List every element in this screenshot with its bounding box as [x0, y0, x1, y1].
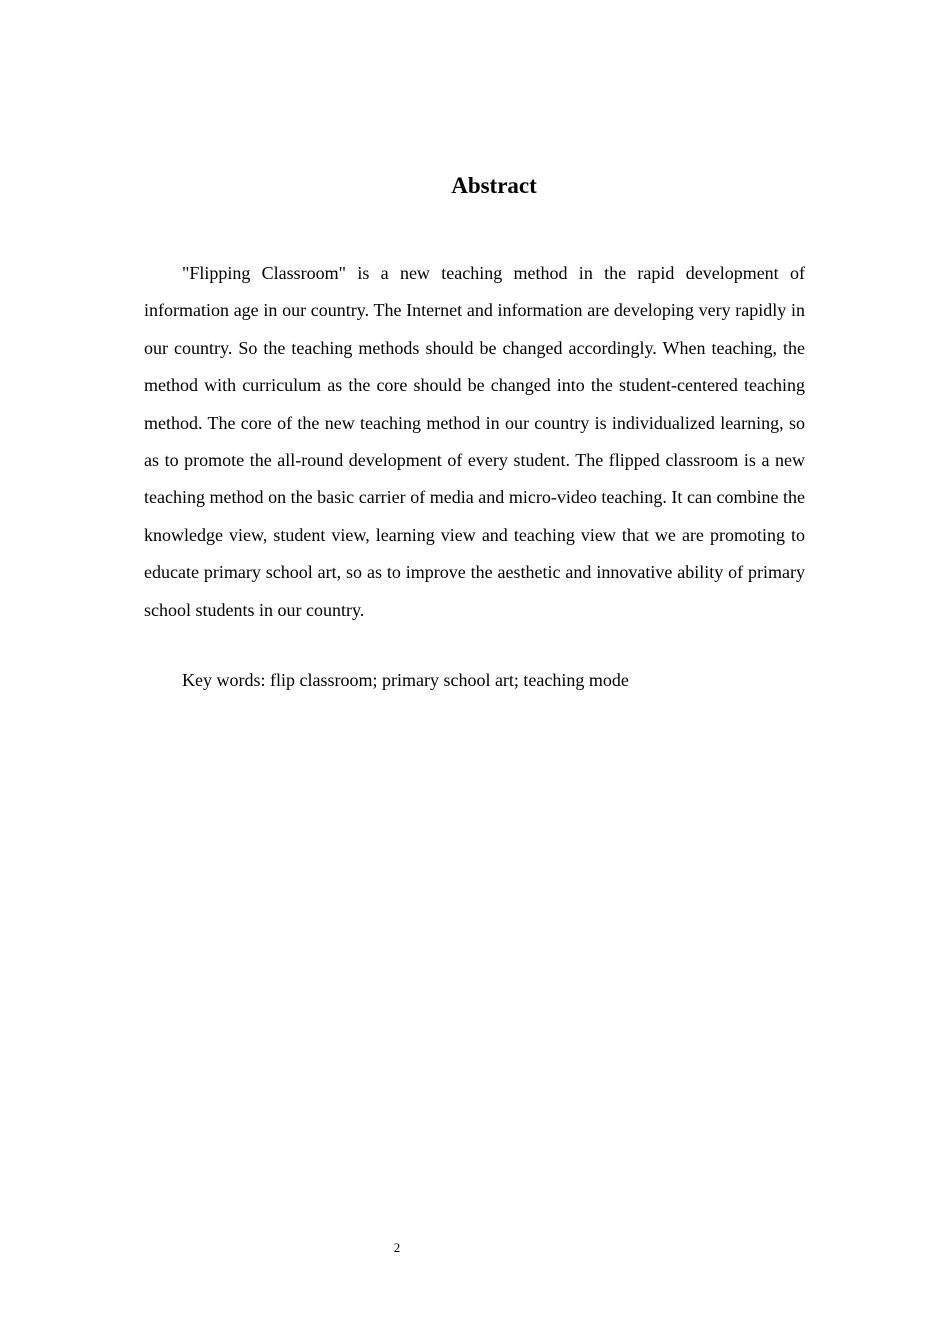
- page-title: Abstract: [451, 173, 537, 198]
- page-number: 2: [393, 1240, 401, 1255]
- keywords-line: Key words: flip classroom; primary school art; teaching mode: [182, 670, 629, 690]
- abstract-paragraph: "Flipping Classroom" is a new teaching method in the rapid development of information age in our country. The Internet and information are developing very rapidly in our country. So the teaching methods should be changed accordingly. When teaching, the method with curriculum as the core should be changed into the student-centered teaching method. The core of the new teaching method in our country is individualized learning, so as to promote the all-round development of every student. The flipped classroom is a new teaching method on the basic carrier of media and micro-video teaching. It can combine the knowledge view, student view, learning view and teaching view that we are promoting to educate primary school art, so as to improve the aesthetic and innovative ability of primary school students in our country.: [144, 263, 805, 620]
